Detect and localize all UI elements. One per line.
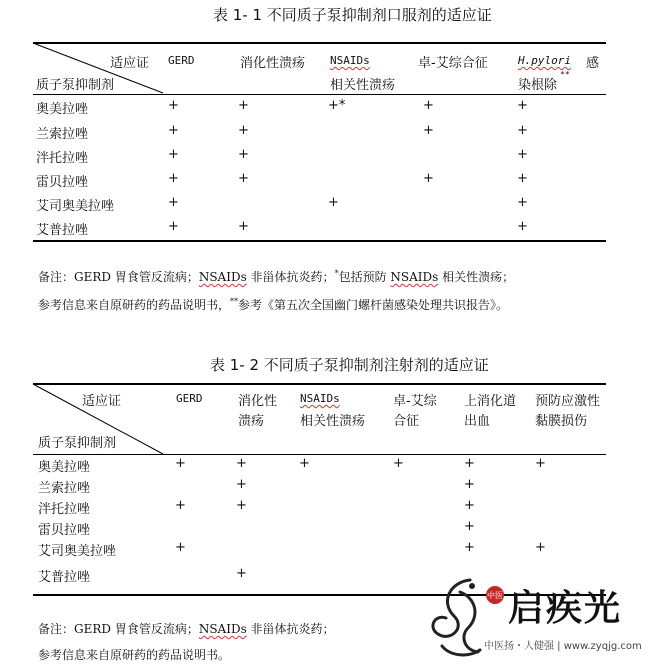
table1-mark: + [168, 98, 179, 113]
table2-col-bleeding-2: 出血 [464, 414, 491, 429]
table2-mark: + [535, 456, 546, 471]
table2-row-name: 艾普拉唑 [38, 570, 91, 585]
table1-mark: + [517, 195, 528, 210]
table2-mark: + [236, 498, 247, 513]
table1-mark: + [423, 98, 434, 113]
table2-row-name: 兰索拉唑 [38, 481, 91, 496]
table1-note-line1: 备注：GERD 胃食管反流病；NSAIDs 非甾体抗炎药；*包括预防 NSAIDs 相关性溃疡； [38, 269, 515, 284]
table2-col-gerd: GERD [176, 392, 203, 405]
table2-col-zes-2: 合征 [393, 414, 420, 429]
table1-mark: + [423, 171, 434, 186]
table2-row-name: 泮托拉唑 [38, 502, 91, 517]
table1-row-name: 艾普拉唑 [36, 223, 89, 238]
table1-mark: + [238, 171, 249, 186]
table2-mark: + [175, 498, 186, 513]
table1-mark: +* [328, 98, 346, 113]
table1-row-name: 兰索拉唑 [36, 127, 89, 142]
table1-col-hp-mark: ** [560, 70, 570, 79]
table2-mark: + [175, 456, 186, 471]
table1-title: 表 1- 1 不同质子泵抑制剂口服剂的适应证 [213, 6, 492, 24]
table1-row-name: 奥美拉唑 [36, 102, 89, 117]
table1-mark: + [168, 219, 179, 234]
table2-col-stress-2: 黏膜损伤 [535, 414, 588, 429]
table2-col-zes: 卓-艾综 [393, 394, 437, 409]
table1-col-zes: 卓-艾综合征 [418, 56, 488, 71]
table2-header-rule [33, 454, 606, 455]
table1-mark: + [238, 147, 249, 162]
table2-row-name: 艾司奥美拉唑 [38, 544, 117, 559]
table1-row-name: 泮托拉唑 [36, 151, 89, 166]
table2-corner-top: 适应证 [82, 394, 122, 409]
table1-row-name: 艾司奥美拉唑 [36, 199, 115, 214]
table1-corner-top: 适应证 [110, 56, 150, 71]
table1-col-ulcer: 消化性溃疡 [240, 56, 306, 71]
table1-mark: + [168, 171, 179, 186]
table2-note-line1: 备注：GERD 胃食管反流病；NSAIDs 非甾体抗炎药； [38, 622, 335, 636]
table1-mark: + [517, 171, 528, 186]
table1-mark: + [423, 123, 434, 138]
table2-row-name: 雷贝拉唑 [38, 523, 91, 538]
table2-col-ulcer-2: 溃疡 [238, 414, 265, 429]
table1-header-rule [33, 94, 606, 95]
table2-note-line2: 参考信息来自原研药的药品说明书。 [38, 648, 231, 662]
table2-mark: + [236, 477, 247, 492]
table2-mark: + [464, 477, 475, 492]
table2-mark: + [393, 456, 404, 471]
table1-note-line2: 参考信息来自原研药的药品说明书，**参考《第五次全国幽门螺杆菌感染处理共识报告》。 [38, 297, 509, 312]
table1-mark: + [168, 147, 179, 162]
table1-mark: + [168, 123, 179, 138]
table2-mark: + [464, 498, 475, 513]
table2-col-nsaids-2: 相关性溃疡 [300, 414, 366, 429]
table2-mark: + [299, 456, 310, 471]
table1-row-name: 雷贝拉唑 [36, 175, 89, 190]
table2-col-ulcer: 消化性 [238, 394, 278, 409]
table2-mark: + [464, 519, 475, 534]
watermark-brand: 启疾光 [508, 587, 623, 629]
table2-mark: + [464, 540, 475, 555]
table1-mark: + [238, 219, 249, 234]
table1-mark: + [517, 123, 528, 138]
table2-col-stress: 预防应激性 [535, 394, 601, 409]
table2-col-bleeding: 上消化道 [464, 394, 517, 409]
table1-mark: + [168, 195, 179, 210]
table1-col-nsaids: NSAIDs [330, 54, 370, 67]
table1-col-hp-3: 染根除 [518, 78, 558, 93]
table1-col-hp: H.pylori [518, 54, 571, 67]
table2-row-name: 奥美拉唑 [38, 460, 91, 475]
table1-bottom-rule [33, 240, 606, 242]
table2-mark: + [175, 540, 186, 555]
table1-mark: + [517, 147, 528, 162]
table2-col-nsaids: NSAIDs [300, 392, 340, 405]
table1-mark: + [517, 219, 528, 234]
table1-mark: + [238, 123, 249, 138]
table2-mark: + [464, 456, 475, 471]
table1-col-nsaids-2: 相关性溃疡 [330, 78, 396, 93]
table1-mark: + [238, 98, 249, 113]
table2-title: 表 1- 2 不同质子泵抑制剂注射剂的适应证 [210, 356, 489, 374]
watermark-subtitle: 中医扬・人健强 | www.zyqjg.com [484, 641, 642, 652]
table1-mark: + [517, 98, 528, 113]
table1-col-hp-2: 感 [586, 56, 600, 71]
watermark-badge: 中医 [486, 586, 504, 604]
table2-corner-bottom: 质子泵抑制剂 [38, 436, 117, 451]
table1-col-gerd: GERD [168, 54, 195, 67]
table1-mark: + [328, 195, 339, 210]
table1-corner-bottom: 质子泵抑制剂 [36, 78, 115, 93]
table2-mark: + [236, 566, 247, 581]
table2-mark: + [535, 540, 546, 555]
table2-mark: + [236, 456, 247, 471]
